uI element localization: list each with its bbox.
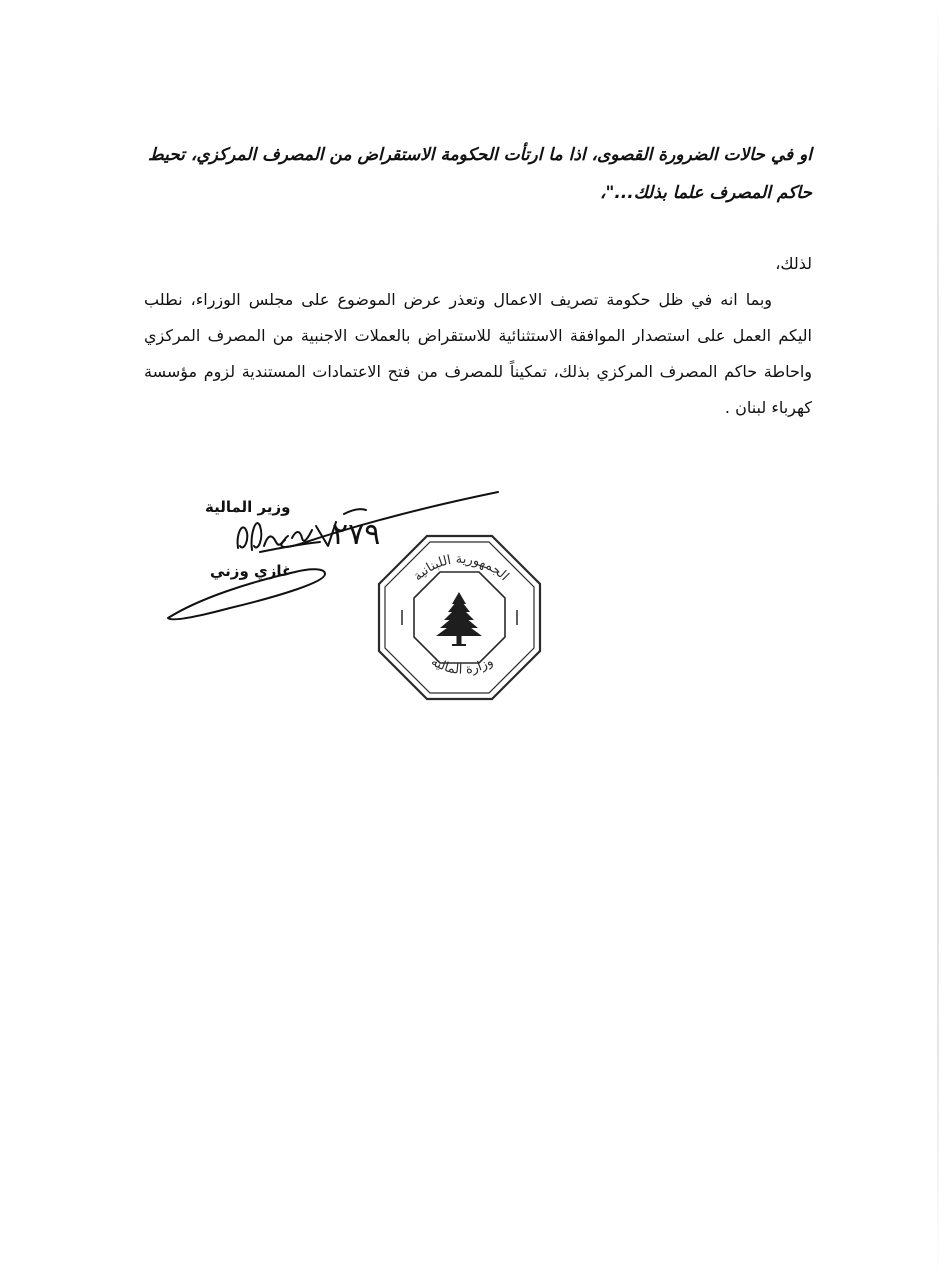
quote-line-2: حاكم المصرف علما بذلك..."، xyxy=(600,183,812,203)
stamp-bottom-text: وزارة المالية xyxy=(428,654,496,678)
ministry-stamp xyxy=(372,530,547,705)
signatory-title: وزير المالية xyxy=(205,498,291,516)
signatory-name: غازي وزني xyxy=(210,562,293,580)
letter-body xyxy=(144,246,812,426)
quote-line-1: او في حالات الضرورة القصوى، اذا ما ارتأت الحكومة الاستقراض من المصرف المركزي، تحيط xyxy=(147,145,812,165)
cedar-icon xyxy=(436,592,482,646)
scan-edge-line xyxy=(937,0,939,1280)
handwritten-number: ٢٧٩ xyxy=(332,517,381,552)
stamp-top-text: الجمهورية اللبنانية xyxy=(410,551,512,585)
request-paragraph: وبما انه في ظل حكومة تصريف الاعمال وتعذر عرض الموضوع على مجلس الوزراء، نطلب اليكم العمل على استصدار الموافقة الاستثنائية للاستقراض بالعملات الاجنبية من المصرف المركزي واحاطة حاكم المصرف المركزي بذلك، تمكيناً للمصرف من فتح الاعتمادات المستندية لزوم مؤسسة كهرباء لبنان . xyxy=(144,290,812,417)
lead-word: لذلك، xyxy=(775,254,812,273)
quoted-excerpt xyxy=(144,136,812,212)
